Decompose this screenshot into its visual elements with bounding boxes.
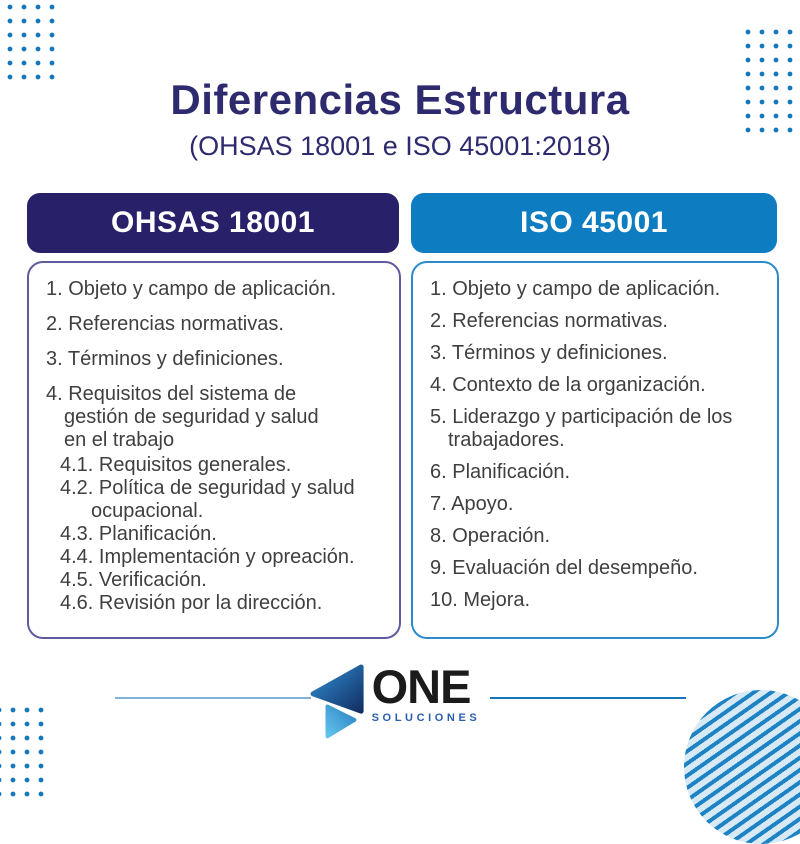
list-item-text: 4.2. Política de seguridad y salud bbox=[60, 477, 355, 499]
ohsas-card bbox=[27, 261, 401, 639]
list-item-text: 6. Planificación. bbox=[430, 461, 571, 483]
sub-list-item bbox=[60, 569, 393, 592]
dot-grid-top-left bbox=[3, 0, 59, 84]
list-item bbox=[46, 383, 393, 452]
list-item-text: 3. Términos y definiciones. bbox=[46, 348, 284, 370]
list-item bbox=[430, 589, 771, 612]
page-subtitle: (OHSAS 18001 e ISO 45001:2018) bbox=[189, 131, 611, 161]
sub-list-item bbox=[60, 477, 393, 523]
list-item bbox=[46, 278, 393, 301]
page-title: Diferencias Estructura bbox=[170, 76, 630, 123]
sub-list bbox=[46, 454, 393, 615]
list-item bbox=[430, 493, 771, 516]
one-soluciones-logo-icon bbox=[310, 664, 368, 746]
list-item bbox=[430, 406, 771, 452]
sub-list-item bbox=[60, 546, 393, 569]
list-item-text: 4. Requisitos del sistema de bbox=[46, 383, 297, 405]
sub-list-item bbox=[60, 592, 393, 615]
iso-card bbox=[411, 261, 779, 639]
list-item-text: 1. Objeto y campo de aplicación. bbox=[46, 278, 337, 300]
list-item bbox=[430, 278, 771, 301]
list-item-text: 2. Referencias normativas. bbox=[46, 313, 284, 335]
list-item bbox=[430, 557, 771, 580]
list-item-text: 4.3. Planificación. bbox=[60, 523, 217, 545]
list-item-text: 10. Mejora. bbox=[430, 589, 531, 611]
list-item bbox=[430, 310, 771, 333]
list-item bbox=[430, 525, 771, 548]
ohsas-header: OHSAS 18001 bbox=[27, 193, 399, 253]
logo-name: ONE bbox=[371, 660, 471, 713]
list-item bbox=[46, 348, 393, 371]
logo-tagline: SOLUCIONES bbox=[371, 712, 481, 724]
list-item-text: en el trabajo bbox=[64, 429, 175, 451]
list-item-text: 4.6. Revisión por la dirección. bbox=[60, 592, 323, 614]
list-item bbox=[430, 461, 771, 484]
list-item-text: 3. Términos y definiciones. bbox=[430, 342, 668, 364]
list-item-text: gestión de seguridad y salud bbox=[64, 406, 319, 428]
list-item-text: 9. Evaluación del desempeño. bbox=[430, 557, 698, 579]
sub-list-item bbox=[60, 454, 393, 477]
company-logo bbox=[0, 660, 800, 746]
list-item-text: ocupacional. bbox=[91, 500, 204, 522]
list-item bbox=[430, 374, 771, 397]
list-item-text: trabajadores. bbox=[448, 429, 565, 451]
list-item-text: 4.1. Requisitos generales. bbox=[60, 454, 292, 476]
list-item-text: 2. Referencias normativas. bbox=[430, 310, 668, 332]
iso-header: ISO 45001 bbox=[411, 193, 777, 253]
list-item-text: 4.5. Verificación. bbox=[60, 569, 207, 591]
logo-text bbox=[371, 660, 481, 724]
list-item-text: 7. Apoyo. bbox=[430, 493, 514, 515]
sub-list-item bbox=[60, 523, 393, 546]
list-item bbox=[46, 313, 393, 336]
list-item-text: 8. Operación. bbox=[430, 525, 551, 547]
list-item-text: 4.4. Implementación y opreación. bbox=[60, 546, 355, 568]
list-item-text: 1. Objeto y campo de aplicación. bbox=[430, 278, 721, 300]
list-item-text: 5. Liderazgo y participación de los bbox=[430, 406, 733, 428]
list-item bbox=[430, 342, 771, 365]
list-item-text: 4. Contexto de la organización. bbox=[430, 374, 706, 396]
